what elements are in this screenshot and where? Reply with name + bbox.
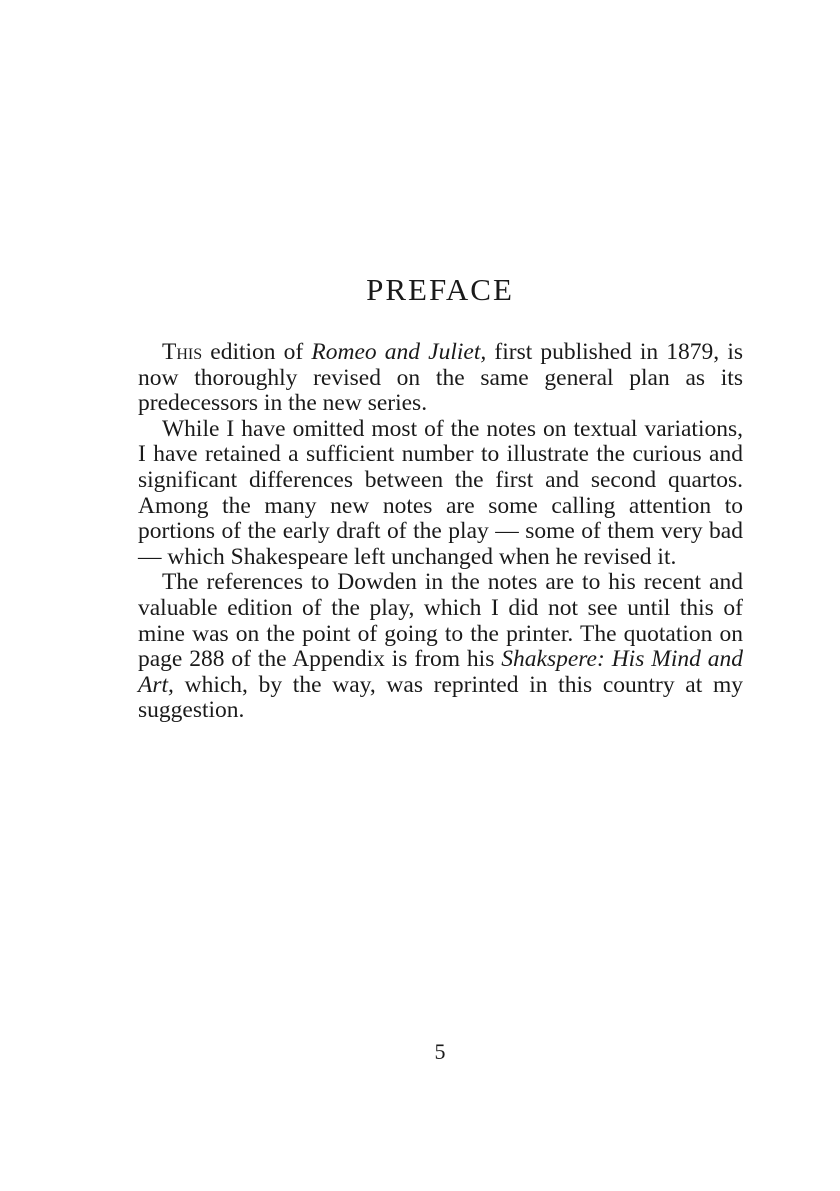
paragraph-1-lead: This — [162, 339, 203, 365]
paragraph-1-text-b: first published in 1879, is now thoroughly revised on the same general plan as its predecessors in the new series. — [138, 339, 743, 417]
paragraph-3-text-a: The references to Dowden in the notes are to his recent and valuable edition of the play, which I did not see until this of mine was on the point of going to the printer. The quotation on page 288 of the Appendix is from his — [138, 569, 743, 673]
paragraph-3-text-b: which, by the way, was reprinted in this country at my suggestion. — [138, 671, 743, 724]
book-title: Shakspere: His Mind and Art, — [138, 646, 743, 698]
paragraph-2: While I have omitted most of the notes on textual variations, I have retained a sufficient number to illustrate the curious and significant differences between the first and second quartos. Among the many new notes are some calling attention to portions of the early draft of the play — some of them very bad — which Shakespeare left unchanged when he revised it. — [138, 415, 743, 570]
play-title: Romeo and Juliet, — [311, 339, 487, 365]
paragraph-1-text-a: edition of — [202, 339, 312, 365]
page-number: 5 — [434, 1039, 446, 1064]
page-title: PREFACE — [366, 272, 514, 307]
paragraph-1 — [138, 340, 743, 417]
preface-body — [138, 340, 743, 724]
paragraph-3 — [138, 570, 743, 724]
